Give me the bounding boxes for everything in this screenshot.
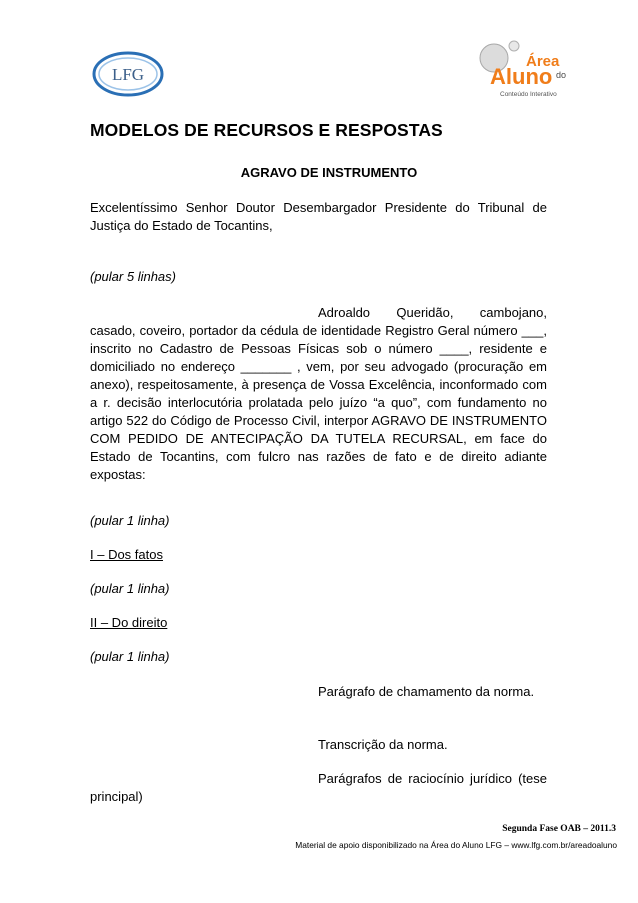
transcricao-text: Transcrição da norma. [318, 737, 448, 752]
lfg-logo [92, 50, 164, 98]
chamamento-text: Parágrafo de chamamento da norma. [318, 684, 535, 699]
document-title: MODELOS DE RECURSOS E RESPOSTAS [90, 120, 443, 140]
skip-1-line-note: (pular 1 linha) [90, 649, 170, 664]
body-text: Adroaldo Queridão, cambojano, casado, coveiro, portador da cédula de identidade Registro Geral número ___, inscrito no Cadastro de Pessoas Físicas sob o número ____, residente e domiciliado no endereço _______ , vem, por seu advogado (procuração em anexo), respeitosamente, à presença de Vossa Excelência, inconformado com a r. decisão interlocutória prolatada pelo juízo “a quo”, com fundamento no artigo 522 do Código de Processo Civil, interpor AGRAVO DE INSTRUMENTO COM PEDIDO DE ANTECIPAÇÃO DA TUTELA RECURSAL, em face do Estado de Tocantins, com fulcro nas razões de fato e de direito adiante expostas: [90, 305, 547, 482]
footer-edition: Segunda Fase OAB – 2011.3 [502, 824, 616, 834]
svg-text:do: do [556, 70, 567, 80]
skip-1-line-note: (pular 1 linha) [90, 581, 170, 596]
section-do-direito: II – Do direito [90, 615, 168, 630]
paragraph-chamamento [90, 683, 547, 701]
svg-text:Área: Área [526, 53, 560, 70]
skip-1-line-note: (pular 1 linha) [90, 513, 170, 528]
footer-note: Material de apoio disponibilizado na Área do Aluno LFG – www.lfg.com.br/areadoaluno [295, 840, 617, 850]
svg-text:Conteúdo Interativo: Conteúdo Interativo [500, 91, 557, 98]
address-paragraph: Excelentíssimo Senhor Doutor Desembargador Presidente do Tribunal de Justiça do Estado de Tocantins, [90, 200, 547, 233]
paragraph-raciocinio [90, 770, 547, 806]
skip-5-lines-note: (pular 5 linhas) [90, 269, 176, 284]
section-dos-fatos: I – Dos fatos [90, 547, 163, 562]
paragraph-transcricao [90, 736, 547, 754]
document-subtitle: AGRAVO DE INSTRUMENTO [240, 165, 418, 180]
raciocinio-text: Parágrafos de raciocínio jurídico (tese principal) [90, 771, 547, 804]
svg-text:Aluno: Aluno [490, 64, 553, 89]
area-do-aluno-logo [470, 38, 570, 104]
body-paragraph [90, 304, 547, 484]
svg-text:LFG: LFG [111, 65, 145, 84]
